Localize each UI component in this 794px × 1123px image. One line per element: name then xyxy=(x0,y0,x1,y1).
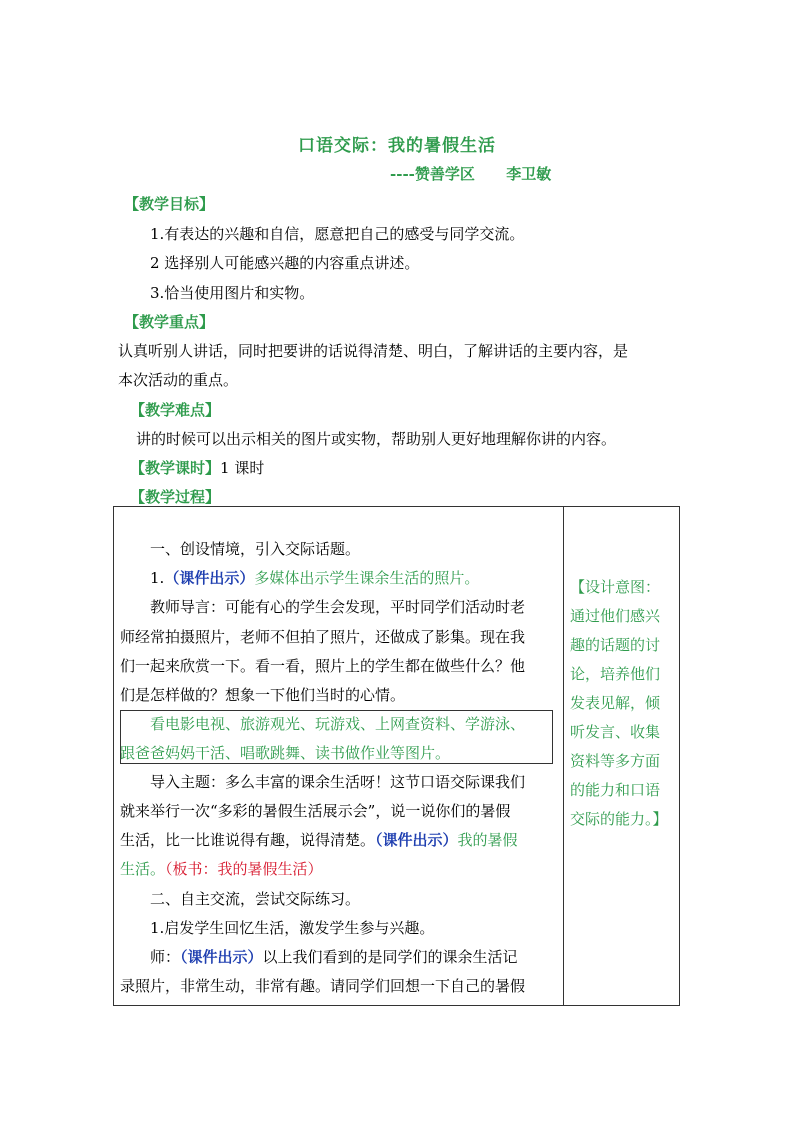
design-note-line: 听发言、收集 xyxy=(570,723,661,741)
focus-text: 本次活动的重点。 xyxy=(118,371,239,389)
item1-line xyxy=(150,567,479,588)
topic-line xyxy=(120,829,518,850)
activity-line: 跟爸爸妈妈干活、唱歌跳舞、读书做作业等图片。 xyxy=(120,744,451,762)
process-heading: 【教学过程】 xyxy=(130,488,221,506)
teacher-line xyxy=(150,946,518,967)
teacher-label: 师： xyxy=(150,948,181,966)
design-note-line: 【设计意图： xyxy=(570,578,661,596)
focus-text: 认真听别人讲话，同时把要讲的话说得清楚、明白，了解讲话的主要内容，是 xyxy=(118,342,629,360)
design-note-line: 交际的能力。】 xyxy=(570,810,668,828)
teacher-text: 以上我们看到的是同学们的课余生活记 xyxy=(262,948,518,966)
item1-number: 1. xyxy=(150,569,165,587)
activity-line: 看电影电视、旅游观光、玩游戏、上网查资料、学游泳、 xyxy=(150,715,526,733)
courseware-tag: （课件出示） xyxy=(375,831,458,849)
topic-line: 导入主题：多么丰富的课余生活呀！这节口语交际课我们 xyxy=(150,773,526,791)
goal-item: 1.有表达的兴趣和自信，愿意把自己的感受与同学交流。 xyxy=(150,225,525,243)
table-column-divider xyxy=(563,506,564,1006)
difficulty-text: 讲的时候可以出示相关的图片或实物，帮助别人更好地理解你讲的内容。 xyxy=(136,430,617,448)
courseware-tag: （课件出示） xyxy=(164,569,255,587)
intro-line: 们一起来欣赏一下。看一看，照片上的学生都在做些什么？他 xyxy=(120,657,526,675)
design-note-line: 论，培养他们 xyxy=(570,665,661,683)
board-note: （板书：我的暑假生活） xyxy=(165,860,323,878)
author-line: ----赞善学区 李卫敏 xyxy=(390,165,552,183)
difficulty-heading: 【教学难点】 xyxy=(130,401,221,419)
item2-line: 1.启发学生回忆生活，激发学生参与兴趣。 xyxy=(150,919,435,937)
goals-heading: 【教学目标】 xyxy=(124,195,215,213)
topic-tail-end: 生活。 xyxy=(120,860,166,878)
intro-line: 教师导言：可能有心的学生会发现，平时同学们活动时老 xyxy=(150,598,526,616)
teacher-line: 录照片，非常生动，非常有趣。请同学们回想一下自己的暑假 xyxy=(120,977,526,995)
hours-value: 1 课时 xyxy=(220,459,265,477)
page-title: 口语交际：我的暑假生活 xyxy=(298,136,496,156)
step2-title: 二、自主交流，尝试交际练习。 xyxy=(150,890,361,908)
hours-heading: 【教学课时】 xyxy=(130,459,221,477)
goal-item: 3.恰当使用图片和实物。 xyxy=(150,284,315,302)
intro-line: 师经常拍摄照片，老师不但拍了照片，还做成了影集。现在我 xyxy=(120,628,526,646)
design-note-line: 的能力和口语 xyxy=(570,781,661,799)
topic-line xyxy=(120,858,323,879)
focus-heading: 【教学重点】 xyxy=(124,313,215,331)
topic-tail: 我的暑假 xyxy=(457,831,518,849)
intro-line: 们是怎样做的？想象一下他们当时的心情。 xyxy=(120,686,406,704)
courseware-tag: （课件出示） xyxy=(180,948,263,966)
item1-text: 多媒体出示学生课余生活的照片。 xyxy=(254,569,480,587)
design-note-line: 趣的话题的讨 xyxy=(570,636,661,654)
design-note-line: 资料等多方面 xyxy=(570,752,661,770)
design-note-line: 发表见解，倾 xyxy=(570,694,661,712)
hours-row xyxy=(130,457,264,478)
design-note-line: 通过他们感兴 xyxy=(570,607,661,625)
step1-title: 一、创设情境，引入交际话题。 xyxy=(150,540,361,558)
topic-text: 生活，比一比谁说得有趣，说得清楚。 xyxy=(120,831,376,849)
topic-line: 就来举行一次“多彩的暑假生活展示会”，说一说你们的暑假 xyxy=(120,802,511,820)
goal-item: 2 选择别人可能感兴趣的内容重点讲述。 xyxy=(150,254,420,272)
